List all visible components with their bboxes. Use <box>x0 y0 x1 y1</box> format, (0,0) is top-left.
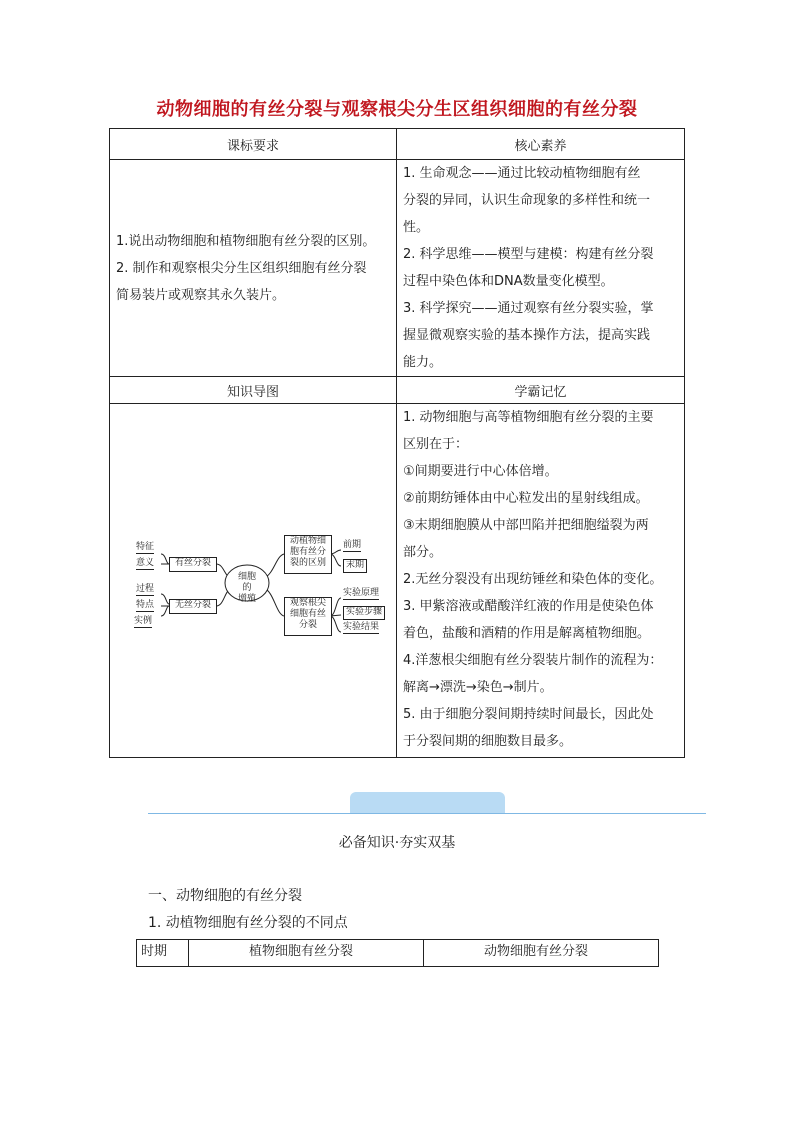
mindmap-node-mitosis: 有丝分裂 <box>169 557 217 572</box>
requirement-line: 简易装片或观察其永久装片。 <box>116 287 286 303</box>
memory-line: 4.洋葱根尖细胞有丝分裂装片制作的流程为： <box>403 653 663 668</box>
memory-line: 区别在于： <box>403 437 469 452</box>
mindmap-center-line: 增殖 <box>237 593 256 604</box>
memory-line: 于分裂间期的细胞数目最多。 <box>403 734 573 749</box>
mindmap-label-telophase: 末期 <box>343 559 367 573</box>
literacy-line: 1. 生命观念——通过比较动植物细胞有丝 <box>403 166 641 181</box>
requirement-line: 2. 制作和观察根尖分生区组织细胞有丝分裂 <box>116 260 367 276</box>
mindmap-label-results: 实验结果 <box>343 621 380 632</box>
memory-line: 5. 由于细胞分裂间期持续时间最长，因此处 <box>403 707 654 722</box>
memory-line: ①间期要进行中心体倍增。 <box>403 464 558 479</box>
comparison-header-plant: 植物细胞有丝分裂 <box>189 940 424 967</box>
literacy-line: 3. 科学探究——通过观察有丝分裂实验，掌 <box>403 301 654 316</box>
mindmap-label-example: 实例 <box>134 615 153 626</box>
literacy-cell <box>397 160 685 377</box>
heading-differences: 1. 动植物细胞有丝分裂的不同点 <box>148 915 348 931</box>
memory-line: ③末期细胞膜从中部凹陷并把细胞缢裂为两 <box>403 518 649 533</box>
requirements-cell <box>110 160 397 377</box>
literacy-line: 性。 <box>403 220 430 235</box>
literacy-line: 过程中染色体和DNA数量变化模型。 <box>403 274 614 289</box>
comparison-header-period: 时期 <box>137 940 189 967</box>
mindmap-node-line: 观察根尖 <box>289 597 326 608</box>
mindmap-node-line: 动植物细 <box>289 535 326 546</box>
mindmap-label-trait: 特点 <box>136 599 155 610</box>
requirement-line: 1.说出动物细胞和植物细胞有丝分裂的区别。 <box>116 233 376 249</box>
mindmap-center-line: 细胞的 <box>237 571 256 593</box>
knowledge-mindmap <box>116 526 390 636</box>
memory-line: 着色，盐酸和酒精的作用是解离植物细胞。 <box>403 626 651 641</box>
page-title: 动物细胞的有丝分裂与观察根尖分生区组织细胞的有丝分裂 <box>156 99 638 120</box>
mindmap-label-process: 过程 <box>136 583 155 594</box>
mindmap-node-line: 细胞有丝 <box>289 608 326 619</box>
header-memory: 学霸记忆 <box>397 377 685 404</box>
mindmap-node-difference <box>284 535 332 574</box>
mindmap-node-observe <box>284 597 332 636</box>
heading-animal-mitosis: 一、动物细胞的有丝分裂 <box>148 888 302 904</box>
section-banner-tab <box>350 792 505 813</box>
memory-line: 2.无丝分裂没有出现纺锤丝和染色体的变化。 <box>403 572 663 587</box>
mindmap-label-principle: 实验原理 <box>343 587 380 598</box>
literacy-line: 握显微观察实验的基本操作方法，提高实践 <box>403 328 651 343</box>
mindmap-node-line: 胞有丝分 <box>289 546 326 557</box>
memory-line: 解离→漂洗→染色→制片。 <box>403 680 553 695</box>
header-mindmap: 知识导图 <box>110 377 397 404</box>
memory-line: 部分。 <box>403 545 443 560</box>
mindmap-node-line: 裂的区别 <box>289 557 326 568</box>
literacy-line: 分裂的异同，认识生命现象的多样性和统一 <box>403 193 651 208</box>
mindmap-label-steps: 实验步骤 <box>343 606 385 620</box>
mindmap-label-meaning: 意义 <box>136 557 155 568</box>
memory-line: ②前期纺锤体由中心粒发出的星射线组成。 <box>403 491 649 506</box>
mindmap-label-feature: 特征 <box>136 541 155 552</box>
literacy-line: 2. 科学思维——模型与建模：构建有丝分裂 <box>403 247 654 262</box>
literacy-line: 能力。 <box>403 355 443 370</box>
mindmap-node-amitosis: 无丝分裂 <box>169 599 217 614</box>
mindmap-center <box>234 572 260 605</box>
section-divider <box>148 813 706 814</box>
overview-table <box>109 128 685 758</box>
comparison-table <box>136 939 659 967</box>
mindmap-node-line: 分裂 <box>298 619 317 630</box>
memory-line: 3. 甲紫溶液或醋酸洋红液的作用是使染色体 <box>403 599 654 614</box>
header-requirements: 课标要求 <box>110 129 397 160</box>
memory-cell <box>397 404 685 758</box>
memory-line: 1. 动物细胞与高等植物细胞有丝分裂的主要 <box>403 410 654 425</box>
mindmap-label-prophase: 前期 <box>343 539 362 550</box>
header-literacy: 核心素养 <box>397 129 685 160</box>
mindmap-cell <box>110 404 397 758</box>
section-title: 必备知识·夯实双基 <box>338 835 456 851</box>
comparison-header-animal: 动物细胞有丝分裂 <box>424 940 659 967</box>
